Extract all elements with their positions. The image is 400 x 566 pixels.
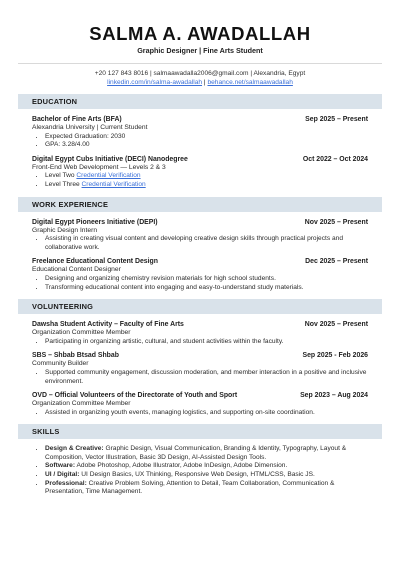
bullet-item: • Transforming educational content into engaging and easy-to-understand study materials. bbox=[45, 284, 368, 293]
entry-bullets bbox=[32, 338, 368, 347]
volunteering-entry-ovd bbox=[32, 391, 368, 417]
section-header-volunteering: VOLUNTEERING bbox=[18, 299, 382, 314]
entry-subtitle: Community Builder bbox=[32, 360, 89, 368]
level-label: Level Two bbox=[45, 172, 75, 180]
entry-date: Nov 2025 – Present bbox=[304, 321, 368, 329]
entry-subtitle: Organization Committee Member bbox=[32, 400, 131, 408]
entry-title: Bachelor of Fine Arts (BFA) bbox=[32, 116, 122, 123]
bullet-item: • Supported community engagement, discussion moderation, and member interaction in a positive and inclusive environment. bbox=[45, 369, 368, 386]
entry-title: Digital Egypt Pioneers Initiative (DEPI) bbox=[32, 218, 158, 226]
entry-bullets bbox=[32, 133, 368, 150]
skill-item bbox=[45, 445, 368, 462]
entry-subtitle: Organization Committee Member bbox=[32, 329, 131, 337]
skill-text: Graphic Design, Visual Communication, Branding & Identity, Typography, Layout & Composition, Vector Illustration, Basic 3D Design, AI-Assisted Design Tools. bbox=[45, 445, 347, 461]
header-divider bbox=[18, 63, 382, 64]
bullet-item bbox=[45, 181, 368, 190]
entry-subtitle: Front-End Web Development — Levels 2 & 3 bbox=[32, 163, 166, 171]
work-entry-freelance bbox=[32, 257, 368, 292]
entry-subtitle: Graphic Design Intern bbox=[32, 226, 98, 234]
profile-links bbox=[18, 78, 382, 87]
entry-date: Sep 2023 – Aug 2024 bbox=[300, 392, 368, 400]
bullet-item: • Participating in organizing artistic, cultural, and student activities within the faculty. bbox=[45, 338, 368, 347]
link-separator: | bbox=[203, 79, 206, 86]
entry-subtitle: Alexandria University | Current Student bbox=[32, 124, 148, 131]
credential-link-level-two[interactable]: Credential Verification bbox=[76, 172, 141, 180]
skill-text: UI Design Basics, UX Thinking, Responsive Web Design, HTML/CSS, Basic JS. bbox=[81, 471, 315, 479]
volunteering-entry-sbs bbox=[32, 351, 368, 386]
skill-text: Adobe Photoshop, Adobe Illustrator, Adobe InDesign, Adobe Dimension. bbox=[76, 462, 288, 470]
section-header-education: EDUCATION bbox=[18, 94, 382, 109]
section-header-work-experience: WORK EXPERIENCE bbox=[18, 197, 382, 212]
work-entry-depi bbox=[32, 218, 368, 253]
entry-bullets bbox=[32, 172, 368, 189]
education-entry-deci bbox=[32, 155, 368, 190]
skill-label: Design & Creative: bbox=[45, 445, 104, 453]
entry-title: SBS – Shbab Btsad Shbab bbox=[32, 352, 119, 360]
education-entry-bfa bbox=[32, 115, 368, 150]
entry-title: OVD – Official Volunteers of the Directorate of Youth and Sport bbox=[32, 392, 238, 400]
skills-entries bbox=[18, 445, 382, 497]
entry-date: Nov 2025 – Present bbox=[304, 218, 368, 226]
linkedin-link[interactable]: linkedin.com/in/salma-awadallah bbox=[107, 79, 203, 86]
entry-date: Sep 2025 - Feb 2026 bbox=[302, 352, 368, 360]
entry-title: Digital Egypt Cubs Initiative (DECI) Nanodegree bbox=[32, 155, 188, 163]
contact-line: +20 127 843 8016 | salmaawadalla2006@gmail.com | Alexandria, Egypt bbox=[94, 70, 306, 77]
entry-title: Dawsha Student Activity – Faculty of Fine Arts bbox=[32, 321, 184, 329]
education-entries bbox=[18, 115, 382, 190]
entry-date: Sep 2025 – Present bbox=[305, 116, 368, 123]
bullet-item: • Designing and organizing chemistry revision materials for high school students. bbox=[45, 275, 368, 284]
skill-item bbox=[45, 480, 368, 497]
skill-text: Creative Problem Solving, Attention to Detail, Team Collaboration, Communication & Presentation, Time Management. bbox=[45, 479, 335, 496]
bullet-item: • GPA: 3.28/4.00 bbox=[45, 141, 368, 150]
skill-item bbox=[45, 471, 368, 480]
bullet-item: • Assisting in creating visual content and developing creative design skills through practical projects and collaborative work. bbox=[45, 235, 368, 252]
skill-label: Software: bbox=[45, 462, 76, 470]
entry-title: Freelance Educational Content Design bbox=[32, 258, 158, 266]
skill-label: UI / Digital: bbox=[45, 471, 80, 479]
entry-bullets bbox=[32, 369, 368, 386]
work-entries bbox=[18, 218, 382, 293]
bullet-item: • Expected Graduation: 2030 bbox=[45, 133, 368, 142]
section-header-skills: SKILLS bbox=[18, 424, 382, 439]
volunteering-entry-dawsha bbox=[32, 320, 368, 346]
entry-date: Oct 2022 – Oct 2024 bbox=[302, 155, 368, 163]
bullet-item bbox=[45, 172, 368, 181]
bullet-item: • Assisted in organizing youth events, managing logistics, and supporting on-site coordination. bbox=[45, 409, 368, 418]
candidate-name: SALMA A. AWADALLAH bbox=[89, 23, 311, 44]
volunteering-entries bbox=[18, 320, 382, 417]
level-label: Level Three bbox=[45, 180, 80, 188]
skill-label: Professional: bbox=[45, 479, 87, 487]
candidate-title: Graphic Designer | Fine Arts Student bbox=[137, 46, 263, 55]
credential-link-level-three[interactable]: Credential Verification bbox=[81, 180, 146, 188]
entry-bullets bbox=[32, 275, 368, 292]
skills-list bbox=[32, 445, 368, 497]
behance-link[interactable]: behance.net/salmaawadallah bbox=[207, 79, 293, 86]
skill-item bbox=[45, 462, 368, 471]
entry-bullets bbox=[32, 235, 368, 252]
entry-date: Dec 2025 – Present bbox=[305, 258, 368, 266]
entry-subtitle: Educational Content Designer bbox=[32, 266, 121, 274]
entry-bullets bbox=[32, 409, 368, 418]
